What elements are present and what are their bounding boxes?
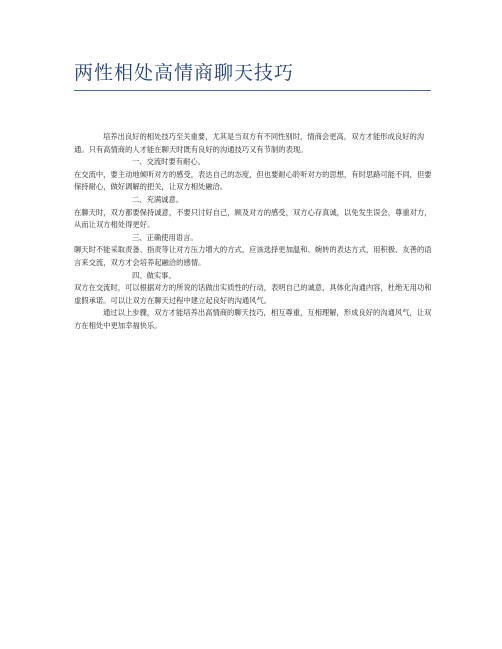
- section-paragraph-2: 在聊天时，双方都要保持诚意，不要只讨好自己，顾及对方的感受，双方心存真诚，以免发生误会，尊重对方，从而让双方相处得更好。: [74, 207, 432, 230]
- section-heading-4: 四、做实事。: [132, 270, 176, 280]
- title-underline: [74, 90, 431, 91]
- document-body: [74, 131, 434, 333]
- intro-paragraph: 培养出良好的相处技巧至关重要，尤其是当双方有不同性别时，情商会更高，双方才能形成良好的沟通。只有高情商的人才能在聊天时既有良好的沟通技巧又有节制的表现。: [74, 132, 425, 154]
- section-paragraph-3: 聊天时不能采取责备、指责等让对方压力增大的方式，应该选择更加温和、婉转的表达方式，用积极、友善的语言来交流，双方才会培养起融洽的感情。: [74, 245, 432, 267]
- document-title: 两性相处高情商聊天技巧: [74, 62, 295, 84]
- section-heading-2: 二、充满诚意。: [132, 194, 184, 204]
- section-paragraph-4: 双方在交流时，可以根据对方的所说的话做出实质性的行动，表明自己的诚意，具体化沟通内容，杜绝无用功和虚假承诺。可以让双方在聊天过程中建立起良好的沟通风气。: [74, 283, 432, 305]
- section-heading-1: 一、交流时要有耐心。: [132, 157, 205, 167]
- section-paragraph-1: 在交流中，要主动地倾听对方的感受，表达自己的态度，但也要耐心聆听对方的思想，有时思路可能不同，但要保持耐心，做好调解的把关，让双方相处融洽。: [74, 169, 432, 192]
- section-heading-3: 三、正确使用语言。: [132, 232, 198, 242]
- conclusion-paragraph: 通过以上步骤，双方才能培养出高情商的聊天技巧，相互尊重，互相理解，形成良好的沟通风气，让双方在相处中更加幸福快乐。: [74, 308, 432, 330]
